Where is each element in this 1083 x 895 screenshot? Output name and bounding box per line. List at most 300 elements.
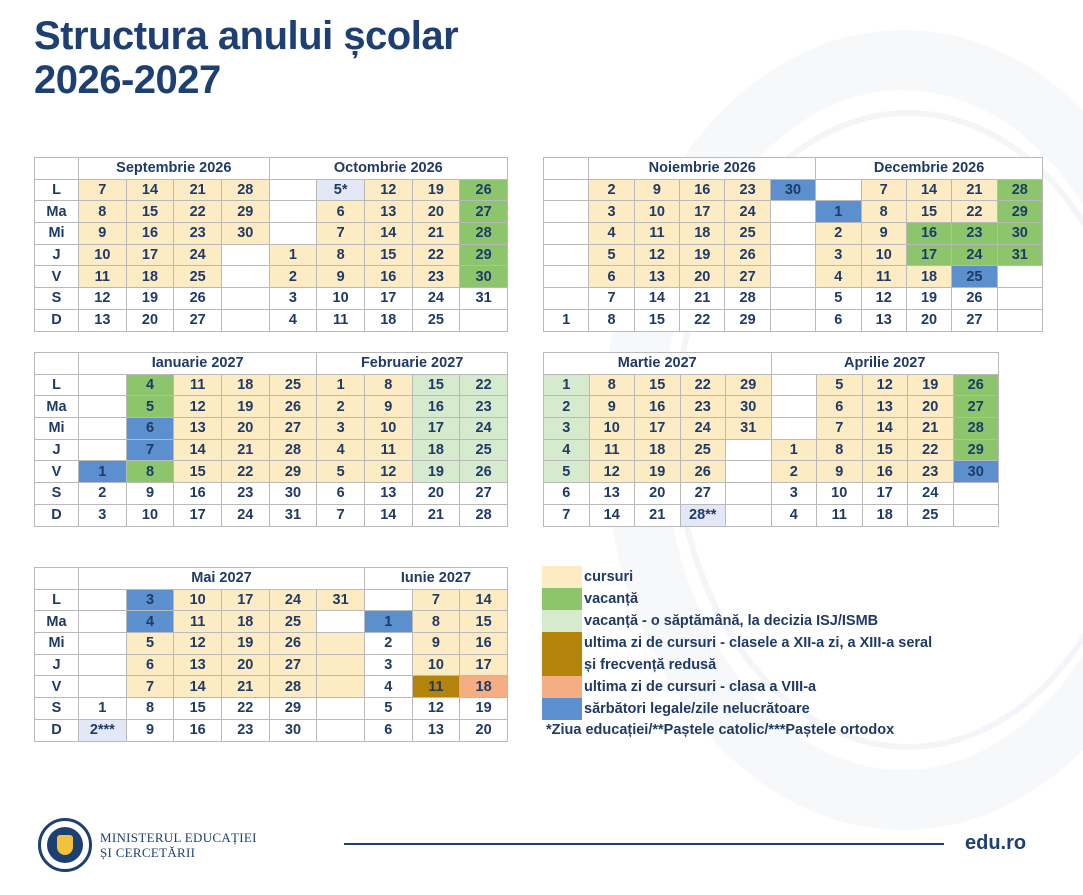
day-cell: 8	[817, 439, 863, 461]
day-cell: 17	[174, 504, 222, 526]
day-cell: 13	[589, 483, 635, 505]
footer-divider	[344, 843, 944, 845]
day-cell: 11	[174, 374, 222, 396]
day-cell: 5	[364, 698, 412, 720]
day-cell: 26	[269, 396, 317, 418]
day-cell: 10	[412, 654, 460, 676]
day-cell: 19	[412, 179, 460, 201]
day-cell: 7	[817, 418, 863, 440]
day-cell: 19	[126, 288, 174, 310]
day-label: J	[35, 654, 79, 676]
day-cell: 7	[317, 223, 365, 245]
day-cell	[221, 266, 269, 288]
week-row	[35, 396, 508, 418]
day-cell: 2	[771, 461, 817, 483]
day-cell: 9	[126, 719, 174, 741]
day-cell: 23	[908, 461, 954, 483]
day-cell: 15	[174, 698, 222, 720]
day-cell: 1	[544, 374, 590, 396]
day-cell: 5	[126, 396, 174, 418]
day-cell: 25	[269, 611, 317, 633]
week-row	[544, 374, 999, 396]
day-cell: 13	[174, 418, 222, 440]
day-cell	[317, 698, 365, 720]
day-cell: 9	[412, 633, 460, 655]
day-cell: 2	[317, 396, 365, 418]
day-cell: 18	[221, 611, 269, 633]
day-cell	[221, 309, 269, 331]
legend-item-vacanta	[542, 588, 1002, 610]
day-cell: 7	[544, 504, 590, 526]
site-link[interactable]: edu.ro	[965, 832, 1027, 854]
day-cell: 20	[412, 201, 460, 223]
day-cell: 28	[269, 676, 317, 698]
day-label: V	[35, 676, 79, 698]
day-cell: 15	[862, 439, 908, 461]
day-cell: 5	[589, 244, 634, 266]
day-cell: 11	[364, 439, 412, 461]
day-cell: 18	[221, 374, 269, 396]
day-cell: 7	[412, 589, 460, 611]
legend-label-ultima-xii-line1: ultima zi de cursuri - clasele a XII-a zi, a XIII-a seral	[584, 635, 933, 651]
day-cell: 8	[79, 201, 127, 223]
day-cell: 21	[221, 676, 269, 698]
day-cell: 24	[908, 483, 954, 505]
day-cell: 9	[317, 266, 365, 288]
day-cell: 27	[953, 396, 999, 418]
week-row	[544, 504, 999, 526]
day-cell: 29	[460, 244, 508, 266]
day-cell: 5	[816, 288, 861, 310]
day-cell: 22	[221, 461, 269, 483]
day-cell: 17	[906, 244, 951, 266]
day-cell: 6	[817, 396, 863, 418]
day-cell: 7	[861, 179, 906, 201]
day-cell: 10	[364, 418, 412, 440]
week-row	[35, 504, 508, 526]
day-cell: 30	[221, 223, 269, 245]
day-cell	[79, 589, 127, 611]
day-cell: 15	[412, 374, 460, 396]
legend-label-cursuri: cursuri	[584, 569, 634, 585]
day-cell: 22	[460, 374, 508, 396]
day-cell: 28	[953, 418, 999, 440]
day-cell	[269, 179, 317, 201]
week-row	[35, 654, 508, 676]
legend-swatch-sarbatori	[542, 698, 582, 720]
week-row	[544, 201, 1043, 223]
week-row	[544, 266, 1043, 288]
day-cell: 4	[771, 504, 817, 526]
day-cell	[771, 418, 817, 440]
day-cell: 25	[412, 309, 460, 331]
day-cell	[771, 374, 817, 396]
day-cell	[997, 266, 1042, 288]
day-cell: 31	[460, 288, 508, 310]
day-cell: 20	[460, 719, 508, 741]
day-cell: 16	[126, 223, 174, 245]
month-header-februarie: Februarie 2027	[317, 353, 508, 375]
month-header-mai: Mai 2027	[79, 568, 365, 590]
day-cell: 9	[364, 396, 412, 418]
day-cell: 28	[460, 504, 508, 526]
day-cell: 13	[364, 483, 412, 505]
week-row	[35, 223, 508, 245]
day-cell: 18	[364, 309, 412, 331]
day-cell: 1	[317, 374, 365, 396]
week-row	[544, 418, 999, 440]
day-cell	[770, 266, 815, 288]
week-row	[544, 244, 1043, 266]
day-cell: 21	[221, 439, 269, 461]
day-cell: 19	[221, 396, 269, 418]
day-cell: 16	[412, 396, 460, 418]
ministry-name	[100, 830, 257, 860]
day-cell	[544, 266, 589, 288]
day-cell: 21	[412, 223, 460, 245]
month-header-aprilie: Aprilie 2027	[771, 353, 999, 375]
day-cell: 10	[174, 589, 222, 611]
day-cell: 17	[412, 418, 460, 440]
day-cell: 8	[126, 698, 174, 720]
day-cell: 5	[544, 461, 590, 483]
day-cell: 21	[680, 288, 725, 310]
day-cell: 15	[174, 461, 222, 483]
day-label: V	[35, 266, 79, 288]
day-cell: 5	[817, 374, 863, 396]
day-label: D	[35, 309, 79, 331]
day-cell: 13	[79, 309, 127, 331]
day-cell: 24	[460, 418, 508, 440]
day-cell: 14	[364, 223, 412, 245]
day-cell	[221, 244, 269, 266]
day-cell: 10	[817, 483, 863, 505]
day-cell	[726, 461, 772, 483]
day-cell: 4	[544, 439, 590, 461]
day-cell	[953, 483, 999, 505]
day-cell: 10	[317, 288, 365, 310]
day-cell: 11	[412, 676, 460, 698]
day-label: D	[35, 719, 79, 741]
day-label: S	[35, 288, 79, 310]
day-cell	[269, 201, 317, 223]
day-cell: 29	[221, 201, 269, 223]
day-cell: 9	[861, 223, 906, 245]
day-cell	[79, 654, 127, 676]
day-cell: 30	[997, 223, 1042, 245]
day-cell: 18	[906, 266, 951, 288]
day-label: S	[35, 698, 79, 720]
day-cell: 23	[680, 396, 726, 418]
day-cell: 13	[364, 201, 412, 223]
day-label: L	[35, 374, 79, 396]
day-cell: 31	[726, 418, 772, 440]
day-cell: 14	[862, 418, 908, 440]
calendar-sep-oct-2026	[34, 157, 508, 332]
week-row	[35, 483, 508, 505]
day-cell: 3	[269, 288, 317, 310]
day-cell: 25	[680, 439, 726, 461]
day-cell: 14	[174, 439, 222, 461]
day-cell: 6	[126, 418, 174, 440]
day-cell	[544, 179, 589, 201]
day-cell: 4	[126, 374, 174, 396]
day-cell	[79, 374, 127, 396]
week-row	[35, 179, 508, 201]
day-cell: 18	[126, 266, 174, 288]
day-cell: 11	[79, 266, 127, 288]
day-cell: 6	[544, 483, 590, 505]
day-cell: 13	[861, 309, 906, 331]
week-row	[35, 633, 508, 655]
day-cell: 21	[174, 179, 222, 201]
day-cell: 12	[364, 179, 412, 201]
day-cell: 18	[862, 504, 908, 526]
day-cell: 22	[908, 439, 954, 461]
day-cell: 20	[412, 483, 460, 505]
day-cell: 28	[997, 179, 1042, 201]
month-header-iunie: Iunie 2027	[364, 568, 507, 590]
day-cell	[770, 201, 815, 223]
day-cell: 12	[861, 288, 906, 310]
week-row	[35, 201, 508, 223]
week-row	[35, 244, 508, 266]
day-cell: 20	[126, 309, 174, 331]
day-cell: 17	[862, 483, 908, 505]
day-cell	[770, 223, 815, 245]
day-cell: 1	[364, 611, 412, 633]
day-cell: 9	[817, 461, 863, 483]
day-cell: 4	[126, 611, 174, 633]
week-row	[544, 309, 1043, 331]
day-label: Mi	[35, 418, 79, 440]
day-cell: 10	[634, 201, 679, 223]
day-cell: 8	[589, 374, 635, 396]
week-row	[544, 396, 999, 418]
day-cell: 12	[174, 633, 222, 655]
day-cell: 3	[544, 418, 590, 440]
day-cell: 13	[412, 719, 460, 741]
week-row	[35, 589, 508, 611]
day-cell: 14	[589, 504, 635, 526]
day-cell: 17	[635, 418, 681, 440]
day-cell: 7	[126, 676, 174, 698]
day-label: Ma	[35, 611, 79, 633]
legend-item-cursuri	[542, 566, 1002, 588]
ministry-name-line2: ȘI CERCETĂRII	[100, 845, 196, 860]
day-cell	[770, 288, 815, 310]
day-cell: 19	[221, 633, 269, 655]
day-cell	[770, 309, 815, 331]
day-label: Ma	[35, 396, 79, 418]
day-cell	[79, 633, 127, 655]
day-cell: 14	[174, 676, 222, 698]
day-cell: 14	[906, 179, 951, 201]
day-cell: 6	[816, 309, 861, 331]
day-cell: 10	[79, 244, 127, 266]
day-label: J	[35, 439, 79, 461]
day-cell: 7	[589, 288, 634, 310]
day-cell: 29	[726, 374, 772, 396]
day-cell: 11	[634, 223, 679, 245]
legend-item-ultima-viii	[542, 676, 1002, 698]
day-cell	[997, 288, 1042, 310]
day-cell: 30	[953, 461, 999, 483]
day-cell	[317, 633, 365, 655]
legend-swatch-vacanta-isj	[542, 610, 582, 632]
week-row	[35, 698, 508, 720]
day-cell: 6	[317, 201, 365, 223]
day-cell: 21	[908, 418, 954, 440]
legend-label-sarbatori: sărbători legale/zile nelucrătoare	[584, 701, 810, 717]
day-cell: 25	[174, 266, 222, 288]
day-cell: 19	[908, 374, 954, 396]
day-cell: 16	[174, 719, 222, 741]
day-cell: 26	[952, 288, 997, 310]
week-row	[35, 309, 508, 331]
page-title	[34, 14, 458, 102]
day-cell: 23	[174, 223, 222, 245]
legend-label-ultima-viii: ultima zi de cursuri - clasa a VIII-a	[584, 679, 817, 695]
day-cell: 16	[635, 396, 681, 418]
day-cell: 28	[460, 223, 508, 245]
week-row	[35, 418, 508, 440]
week-row	[544, 461, 999, 483]
title-line-2: 2026-2027	[34, 58, 221, 102]
legend-item-ultima-xii	[542, 632, 1002, 676]
day-cell: 24	[221, 504, 269, 526]
week-row	[35, 374, 508, 396]
day-label: L	[35, 589, 79, 611]
day-cell: 12	[634, 244, 679, 266]
calendar-ian-feb-2027	[34, 352, 508, 527]
day-cell: 17	[364, 288, 412, 310]
day-cell	[544, 288, 589, 310]
day-cell: 16	[364, 266, 412, 288]
day-cell: 14	[634, 288, 679, 310]
calendar-mar-apr-2027	[543, 352, 999, 527]
day-cell: 16	[174, 483, 222, 505]
day-label: Mi	[35, 633, 79, 655]
day-cell: 2	[364, 633, 412, 655]
day-cell: 2	[269, 266, 317, 288]
day-cell	[770, 244, 815, 266]
day-cell: 15	[906, 201, 951, 223]
day-cell: 17	[126, 244, 174, 266]
day-cell: 29	[269, 698, 317, 720]
day-cell: 25	[908, 504, 954, 526]
day-cell	[953, 504, 999, 526]
day-cell: 26	[269, 633, 317, 655]
day-cell: 7	[317, 504, 365, 526]
day-cell	[317, 654, 365, 676]
day-cell: 31	[317, 589, 365, 611]
day-cell: 10	[126, 504, 174, 526]
week-row	[35, 288, 508, 310]
day-cell: 24	[680, 418, 726, 440]
day-cell	[269, 223, 317, 245]
month-header-noiembrie: Noiembrie 2026	[589, 158, 816, 180]
day-label: S	[35, 483, 79, 505]
week-row	[544, 483, 999, 505]
day-cell: 9	[126, 483, 174, 505]
day-cell: 24	[269, 589, 317, 611]
footnote: *Ziua educației/**Paștele catolic/***Paștele ortodox	[546, 722, 895, 738]
day-cell: 25	[952, 266, 997, 288]
day-label: J	[35, 244, 79, 266]
day-cell: 25	[725, 223, 770, 245]
day-cell: 23	[412, 266, 460, 288]
day-cell: 8	[861, 201, 906, 223]
day-cell: 18	[680, 223, 725, 245]
day-cell: 3	[589, 201, 634, 223]
day-cell: 20	[906, 309, 951, 331]
day-cell	[79, 396, 127, 418]
day-cell: 31	[269, 504, 317, 526]
day-cell: 27	[460, 483, 508, 505]
day-cell: 6	[317, 483, 365, 505]
day-cell	[317, 676, 365, 698]
day-cell: 10	[589, 418, 635, 440]
day-cell: 7	[126, 439, 174, 461]
day-cell: 2	[79, 483, 127, 505]
day-cell: 17	[680, 201, 725, 223]
day-cell: 13	[174, 654, 222, 676]
day-cell: 28	[725, 288, 770, 310]
day-cell: 8	[412, 611, 460, 633]
title-line-1: Structura anului școlar	[34, 14, 459, 58]
day-cell: 8	[317, 244, 365, 266]
day-cell	[79, 439, 127, 461]
legend-label-ultima-xii-line2: și frecvență redusă	[584, 657, 717, 673]
day-cell: 1	[269, 244, 317, 266]
day-cell: 5*	[317, 179, 365, 201]
day-cell: 20	[221, 654, 269, 676]
week-row	[35, 676, 508, 698]
week-row	[544, 288, 1043, 310]
day-cell	[79, 676, 127, 698]
day-cell: 11	[174, 611, 222, 633]
day-cell: 10	[861, 244, 906, 266]
day-cell: 20	[221, 418, 269, 440]
day-cell: 24	[725, 201, 770, 223]
day-cell: 5	[317, 461, 365, 483]
month-header-octombrie: Octombrie 2026	[269, 158, 507, 180]
day-cell: 29	[269, 461, 317, 483]
day-cell: 17	[221, 589, 269, 611]
day-cell: 19	[635, 461, 681, 483]
day-cell: 12	[79, 288, 127, 310]
day-cell: 20	[680, 266, 725, 288]
day-cell: 27	[460, 201, 508, 223]
day-cell: 22	[174, 201, 222, 223]
day-cell: 28	[221, 179, 269, 201]
day-cell: 1	[816, 201, 861, 223]
day-cell	[544, 223, 589, 245]
day-cell: 1	[79, 698, 127, 720]
legend-label-vacanta-isj: vacanță - o săptămână, la decizia ISJ/ISMB	[584, 613, 879, 629]
day-cell: 7	[79, 179, 127, 201]
day-cell: 3	[816, 244, 861, 266]
day-cell: 26	[460, 461, 508, 483]
day-cell: 9	[589, 396, 635, 418]
day-cell: 12	[412, 698, 460, 720]
day-cell: 30	[726, 396, 772, 418]
day-cell	[544, 201, 589, 223]
day-label: L	[35, 179, 79, 201]
day-cell: 16	[906, 223, 951, 245]
day-cell: 11	[317, 309, 365, 331]
